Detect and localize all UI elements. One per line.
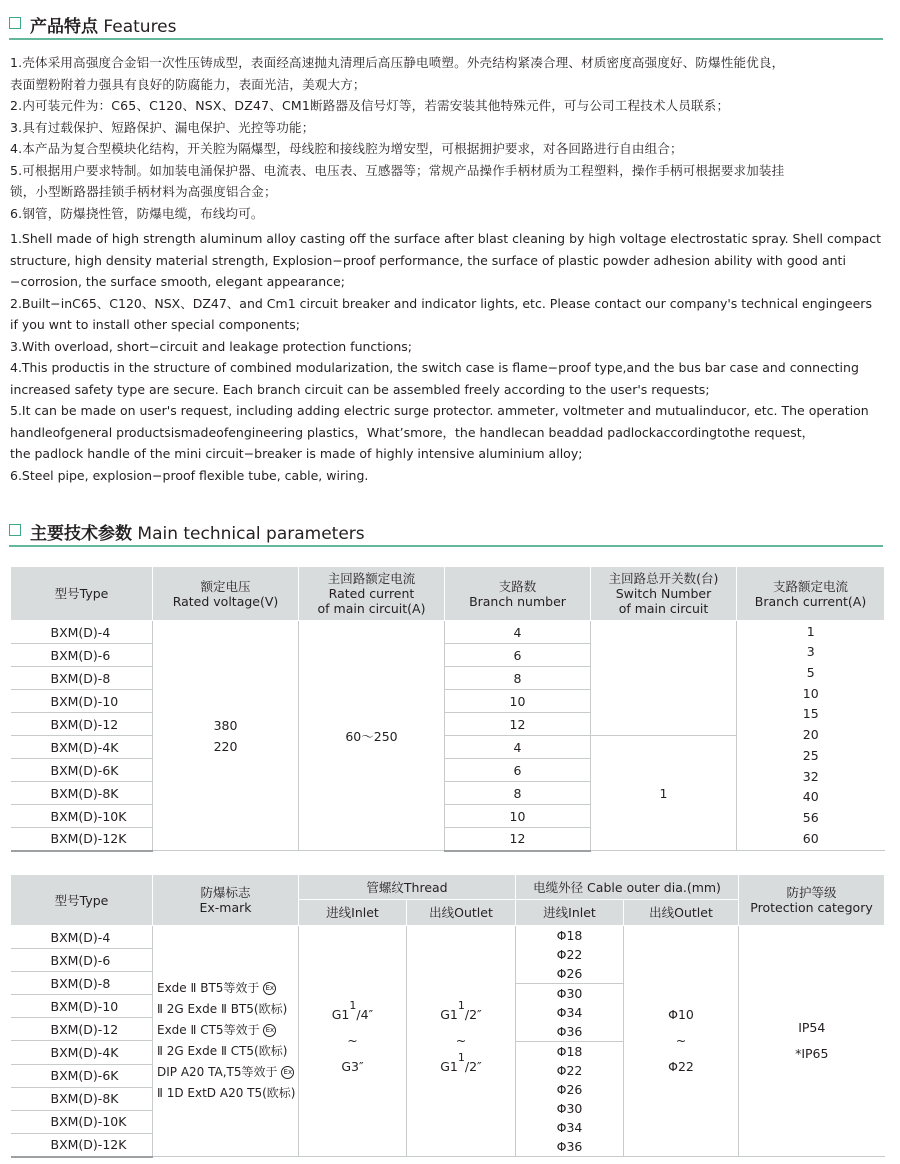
range-tilde: ~ (347, 1033, 358, 1048)
col-protection: 防护等级 Protection category (739, 875, 885, 926)
features-heading (9, 10, 883, 40)
cable-inlet-value: Φ26 (556, 966, 583, 981)
branch-current-value: 25 (802, 747, 819, 763)
ex-mark-line (157, 999, 298, 1020)
branch-number-cell: 8 (445, 782, 591, 805)
thread-fraction-den: 4″ (360, 1007, 374, 1022)
type-cell: BXM(D)-4K (11, 736, 153, 759)
main-current-cell: 60～250 (299, 621, 445, 851)
rated-parameters-table (10, 566, 885, 852)
feature-line-en: if you wnt to install other special components; (10, 317, 301, 332)
col-rated-voltage: 额定电压 Rated voltage(V) (153, 567, 299, 621)
branch-number-cell: 12 (445, 713, 591, 736)
feature-line-en: 3.With overload, short−circuit and leakage protection functions; (10, 338, 412, 354)
ex-mark-text: Exde Ⅱ BT5等效于 (157, 981, 260, 995)
branch-current-value: 10 (802, 685, 819, 701)
type-cell: BXM(D)-6 (11, 949, 153, 972)
feature-line-en: 2.Built−inC65、C120、NSX、DZ47、and Cm1 circuit breaker and indicator lights, etc. Please contact our company's technical engingeers (10, 295, 872, 311)
type-cell: BXM(D)-10K (11, 805, 153, 828)
type-cell: BXM(D)-12 (11, 713, 153, 736)
type-cell: BXM(D)-8 (11, 667, 153, 690)
feature-line-en: 4.This productis in the structure of combined modularization, the switch case is flame−proof type,and the bus bar case and connecting (10, 360, 859, 375)
ex-mark-line (157, 978, 298, 999)
ex-mark-text: Ⅱ 2G Exde Ⅱ BT5(欧标) (157, 1002, 288, 1016)
type-cell: BXM(D)-4 (11, 926, 153, 949)
switch-number-cell-empty (591, 621, 737, 736)
thread-outlet-from: G11/2″ (440, 999, 482, 1022)
branch-current-value: 3 (806, 644, 815, 660)
thread-fraction-den: 2″ (469, 1059, 482, 1074)
feature-line-cn: 5.可根据用户要求特制。如加装电涌保护器、电流表、电压表、互感器等；常规产品操作手柄材质为工程塑料，操作手柄可根据要求加装挂 (10, 162, 785, 178)
type-cell: BXM(D)-12K (11, 1133, 153, 1156)
ex-mark-line (157, 1062, 298, 1083)
cable-inlet-value: Φ36 (556, 1139, 583, 1154)
branch-number-cell: 4 (445, 736, 591, 759)
protection-value: *IP65 (795, 1046, 829, 1061)
ex-mark-cell (153, 926, 299, 1157)
cable-inlet-value: Φ18 (556, 928, 583, 943)
type-cell: BXM(D)-10 (11, 690, 153, 713)
col-cable-dia: 电缆外径 Cable outer dia.(mm) (516, 875, 739, 900)
thread-fraction-num: 1 (457, 1051, 465, 1064)
type-cell: BXM(D)-8 (11, 972, 153, 995)
section-square-icon (9, 17, 21, 29)
thread-base: G1 (331, 1007, 350, 1022)
type-cell: BXM(D)-10 (11, 995, 153, 1018)
cable-inlet-value: Φ18 (556, 1044, 583, 1059)
section-square-icon (9, 524, 21, 536)
params-heading (9, 517, 883, 547)
feature-line-cn: 表面塑粉附着力强具有良好的防腐能力，表面光洁，美观大方； (10, 76, 366, 92)
voltage-value: 220 (213, 738, 238, 754)
col-branch-number: 支路数 Branch number (445, 567, 591, 621)
branch-current-value: 20 (802, 727, 819, 743)
thread-fraction-num: 1 (457, 999, 465, 1012)
section-divider (9, 545, 883, 547)
branch-current-value: 15 (802, 706, 819, 722)
exproof-parameters-table (10, 874, 885, 1158)
range-tilde: ~ (455, 1033, 467, 1048)
ex-mark-line (157, 1083, 298, 1104)
table-row (11, 926, 885, 949)
cable-inlet-value: Φ30 (556, 986, 583, 1001)
feature-line-en: 5.It can be made on user's request, including adding electric surge protector. ammeter, voltmeter and mutualinducor, etc. The operation (10, 403, 869, 418)
branch-number-cell: 10 (445, 805, 591, 828)
branch-number-cell: 4 (445, 621, 591, 644)
type-cell: BXM(D)-4K (11, 1041, 153, 1064)
voltage-value: 380 (213, 717, 238, 733)
feature-line-en: increased safety type are secure. Each branch circuit can be assembled freely according to the user's requests; (10, 381, 710, 397)
col-cable-outlet: 出线Outlet (624, 900, 739, 926)
type-cell: BXM(D)-12K (11, 828, 153, 851)
cable-inlet-value: Φ30 (556, 1101, 583, 1116)
table-header-row (11, 567, 885, 621)
ex-symbol-icon: Ex (281, 1066, 294, 1079)
col-type: 型号Type (11, 875, 153, 926)
feature-line-cn: 2.内可装元件为：C65、C120、NSX、DZ47、CM1断路器及信号灯等，若需安装其他特殊元件，可与公司工程技术人员联系； (10, 98, 730, 113)
cable-inlet-value: Φ22 (556, 947, 583, 962)
cable-inlet-group (516, 926, 623, 984)
features-cn-list (10, 52, 888, 224)
ex-mark-text: DIP A20 TA,T5等效于 (157, 1065, 278, 1079)
cable-outlet-value: ~ (675, 1033, 687, 1048)
rated-voltage-cell (153, 621, 299, 851)
ex-symbol-icon: Ex (263, 982, 276, 995)
col-cable-inlet: 进线Inlet (516, 900, 624, 926)
branch-current-value: 1 (806, 623, 815, 639)
col-thread-inlet: 进线Inlet (299, 900, 407, 926)
thread-base: G1 (440, 1059, 458, 1074)
branch-number-cell: 6 (445, 759, 591, 782)
branch-current-value: 40 (802, 789, 819, 805)
ex-mark-text: Ⅱ 1D ExtD A20 T5(欧标) (157, 1086, 296, 1100)
thread-outlet-to: G11/2″ (440, 1051, 482, 1074)
thread-inlet-from: G11/4″ (331, 999, 374, 1022)
cable-inlet-value: Φ26 (556, 1082, 583, 1097)
cable-inlet-value: Φ36 (556, 1024, 583, 1039)
feature-line-en: −corrosion, the surface smooth, elegant appearance; (10, 274, 345, 289)
type-cell: BXM(D)-6 (11, 644, 153, 667)
branch-current-value: 32 (802, 768, 819, 784)
cable-inlet-value: Φ34 (556, 1005, 583, 1020)
feature-line-en: structure, high density material strength, Explosion−proof performance, the surface of plastic powder adhesion ability with good anti (10, 252, 846, 268)
ex-mark-text: Ⅱ 2G Exde Ⅱ CT5(欧标) (157, 1044, 288, 1058)
type-cell: BXM(D)-8K (11, 782, 153, 805)
branch-current-value: 60 (802, 830, 819, 846)
col-thread-outlet: 出线Outlet (407, 900, 516, 926)
protection-cell (739, 926, 885, 1157)
cable-inlet-cell (516, 926, 624, 1157)
type-cell: BXM(D)-6K (11, 1064, 153, 1087)
feature-line-en: 1.Shell made of high strength aluminum alloy casting off the surface after blast cleaning by high voltage electrostatic spray. Shell compact (10, 231, 882, 246)
branch-number-cell: 10 (445, 690, 591, 713)
col-ex-mark: 防爆标志 Ex-mark (153, 875, 299, 926)
features-title: 产品特点 Features (30, 17, 177, 37)
feature-line-cn: 6.钢管，防爆挠性管，防爆电缆，布线均可。 (10, 205, 264, 221)
cable-outlet-cell (624, 926, 739, 1157)
cable-outlet-value: Φ22 (668, 1059, 694, 1074)
ex-symbol-icon: Ex (263, 1024, 276, 1037)
table-header-row (11, 875, 885, 900)
ex-mark-line (157, 1020, 298, 1041)
section-divider (9, 38, 883, 40)
col-switch-number: 主回路总开关数(台) Switch Number of main circuit (591, 567, 737, 621)
cable-inlet-group (516, 984, 623, 1042)
protection-value: IP54 (798, 1020, 826, 1035)
params-title: 主要技术参数 Main technical parameters (30, 524, 365, 544)
cable-inlet-value: Φ34 (556, 1120, 583, 1135)
branch-number-cell: 8 (445, 667, 591, 690)
ex-mark-line (157, 1041, 298, 1062)
branch-current-value: 5 (806, 665, 815, 681)
cable-outlet-value: Φ10 (668, 1007, 694, 1022)
ex-mark-text: Exde Ⅱ CT5等效于 (157, 1023, 260, 1037)
thread-inlet-cell (299, 926, 407, 1157)
table-row (11, 621, 885, 644)
switch-number-cell: 1 (591, 736, 737, 851)
col-thread: 管螺纹Thread (299, 875, 516, 900)
feature-line-cn: 4.本产品为复合型模块化结构，开关腔为隔爆型，母线腔和接线腔为增安型，可根据拥护要求，对各回路进行自由组合； (10, 141, 683, 156)
feature-line-en: the padlock handle of the mini circuit−breaker is made of highly intensive aluminium alloy; (10, 446, 583, 461)
type-cell: BXM(D)-8K (11, 1087, 153, 1110)
type-cell: BXM(D)-12 (11, 1018, 153, 1041)
branch-current-list (737, 622, 885, 850)
feature-line-cn: 锁，小型断路器挂锁手柄材料为高强度铝合金； (10, 184, 277, 199)
cable-inlet-group (516, 1042, 623, 1156)
thread-base: G1 (440, 1007, 458, 1022)
thread-outlet-cell (407, 926, 516, 1157)
features-en-list (10, 228, 888, 486)
branch-number-cell: 6 (445, 644, 591, 667)
type-cell: BXM(D)-6K (11, 759, 153, 782)
cable-inlet-value: Φ22 (556, 1063, 583, 1078)
col-branch-current: 支路额定电流 Branch current(A) (737, 567, 885, 621)
branch-current-value: 56 (802, 809, 819, 825)
feature-line-en: 6.Steel pipe, explosion−proof flexible tube, cable, wiring. (10, 467, 369, 483)
branch-number-cell: 12 (445, 828, 591, 851)
type-cell: BXM(D)-10K (11, 1110, 153, 1133)
thread-fraction-den: 2″ (469, 1007, 482, 1022)
col-main-current: 主回路额定电流 Rated current of main circuit(A) (299, 567, 445, 621)
type-cell: BXM(D)-4 (11, 621, 153, 644)
thread-inlet-to: G3″ (341, 1059, 364, 1074)
feature-line-cn: 3.具有过载保护、短路保护、漏电保护、光控等功能； (10, 119, 315, 135)
col-type: 型号Type (11, 567, 153, 621)
feature-line-cn: 1.壳体采用高强度合金铝一次性压铸成型，表面经高速抛丸清理后高压静电喷塑。外壳结构紧凑合理、材质密度高强度好、防爆性能优良， (10, 55, 785, 70)
thread-fraction-num: 1 (349, 999, 357, 1012)
feature-line-en: handleofgeneral productsismadeofengineering plastics，What’smore，the handlecan beaddad padlockaccordingtothe request， (10, 424, 815, 440)
branch-current-cell (737, 621, 885, 851)
